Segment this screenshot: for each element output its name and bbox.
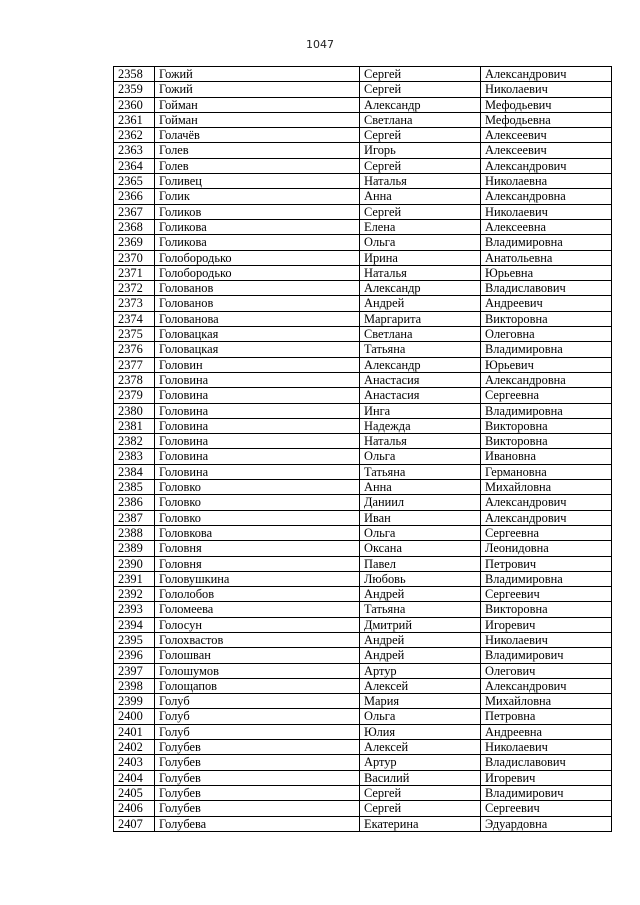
row-number-cell: 2406: [114, 801, 155, 816]
patronymic-cell: Сергеевна: [481, 388, 612, 403]
surname-cell: Головина: [155, 449, 360, 464]
row-number-cell: 2367: [114, 204, 155, 219]
row-number-cell: 2375: [114, 327, 155, 342]
row-number-cell: 2394: [114, 617, 155, 632]
row-number-cell: 2402: [114, 740, 155, 755]
table-row: [114, 495, 612, 510]
table-row: [114, 388, 612, 403]
first-name-cell: Елена: [360, 219, 481, 234]
table-row: [114, 204, 612, 219]
row-number-cell: 2405: [114, 785, 155, 800]
first-name-cell: Иван: [360, 510, 481, 525]
table-row: [114, 464, 612, 479]
row-number-cell: 2387: [114, 510, 155, 525]
patronymic-cell: Алексеевич: [481, 143, 612, 158]
surname-cell: Голощапов: [155, 678, 360, 693]
table-row: [114, 801, 612, 816]
surname-cell: Голуб: [155, 724, 360, 739]
row-number-cell: 2372: [114, 281, 155, 296]
patronymic-cell: Анатольевна: [481, 250, 612, 265]
table-row: [114, 755, 612, 770]
patronymic-cell: Сергеевич: [481, 587, 612, 602]
first-name-cell: Анастасия: [360, 388, 481, 403]
table-row: [114, 480, 612, 495]
row-number-cell: 2399: [114, 694, 155, 709]
patronymic-cell: Юрьевич: [481, 357, 612, 372]
first-name-cell: Юлия: [360, 724, 481, 739]
table-row: [114, 97, 612, 112]
patronymic-cell: Мефодьевна: [481, 112, 612, 127]
table-row: [114, 648, 612, 663]
table-row: [114, 342, 612, 357]
roster-table-body: [114, 67, 612, 832]
row-number-cell: 2370: [114, 250, 155, 265]
patronymic-cell: Петрович: [481, 556, 612, 571]
table-row: [114, 128, 612, 143]
table-row: [114, 785, 612, 800]
first-name-cell: Алексей: [360, 678, 481, 693]
table-row: [114, 403, 612, 418]
first-name-cell: Маргарита: [360, 311, 481, 326]
first-name-cell: Василий: [360, 770, 481, 785]
first-name-cell: Мария: [360, 694, 481, 709]
first-name-cell: Андрей: [360, 296, 481, 311]
table-row: [114, 311, 612, 326]
row-number-cell: 2385: [114, 480, 155, 495]
first-name-cell: Александр: [360, 97, 481, 112]
patronymic-cell: Петровна: [481, 709, 612, 724]
patronymic-cell: Олеговна: [481, 327, 612, 342]
first-name-cell: Артур: [360, 755, 481, 770]
surname-cell: Гойман: [155, 112, 360, 127]
row-number-cell: 2396: [114, 648, 155, 663]
surname-cell: Голованов: [155, 296, 360, 311]
surname-cell: Головкова: [155, 525, 360, 540]
table-row: [114, 67, 612, 82]
patronymic-cell: Олегович: [481, 663, 612, 678]
table-row: [114, 434, 612, 449]
table-row: [114, 663, 612, 678]
surname-cell: Голубев: [155, 770, 360, 785]
table-row: [114, 510, 612, 525]
first-name-cell: Игорь: [360, 143, 481, 158]
surname-cell: Голивец: [155, 174, 360, 189]
patronymic-cell: Владимировна: [481, 571, 612, 586]
table-row: [114, 357, 612, 372]
row-number-cell: 2379: [114, 388, 155, 403]
table-row: [114, 632, 612, 647]
table-row: [114, 678, 612, 693]
patronymic-cell: Игоревич: [481, 617, 612, 632]
surname-cell: Гололобов: [155, 587, 360, 602]
row-number-cell: 2395: [114, 632, 155, 647]
first-name-cell: Павел: [360, 556, 481, 571]
first-name-cell: Сергей: [360, 82, 481, 97]
table-row: [114, 265, 612, 280]
surname-cell: Голик: [155, 189, 360, 204]
row-number-cell: 2386: [114, 495, 155, 510]
patronymic-cell: Викторовна: [481, 311, 612, 326]
table-row: [114, 189, 612, 204]
table-row: [114, 449, 612, 464]
patronymic-cell: Игоревич: [481, 770, 612, 785]
surname-cell: Голобородько: [155, 265, 360, 280]
surname-cell: Голубев: [155, 785, 360, 800]
row-number-cell: 2365: [114, 174, 155, 189]
table-row: [114, 281, 612, 296]
surname-cell: Голикова: [155, 219, 360, 234]
surname-cell: Голосун: [155, 617, 360, 632]
surname-cell: Голуб: [155, 694, 360, 709]
first-name-cell: Ирина: [360, 250, 481, 265]
patronymic-cell: Николаевич: [481, 632, 612, 647]
surname-cell: Головина: [155, 418, 360, 433]
row-number-cell: 2359: [114, 82, 155, 97]
first-name-cell: Андрей: [360, 632, 481, 647]
row-number-cell: 2363: [114, 143, 155, 158]
surname-cell: Голев: [155, 158, 360, 173]
patronymic-cell: Николаевна: [481, 174, 612, 189]
surname-cell: Голованов: [155, 281, 360, 296]
patronymic-cell: Германовна: [481, 464, 612, 479]
first-name-cell: Алексей: [360, 740, 481, 755]
first-name-cell: Ольга: [360, 449, 481, 464]
first-name-cell: Дмитрий: [360, 617, 481, 632]
row-number-cell: 2393: [114, 602, 155, 617]
table-row: [114, 816, 612, 831]
surname-cell: Гожий: [155, 67, 360, 82]
first-name-cell: Наталья: [360, 174, 481, 189]
surname-cell: Голомеева: [155, 602, 360, 617]
patronymic-cell: Эдуардовна: [481, 816, 612, 831]
row-number-cell: 2400: [114, 709, 155, 724]
first-name-cell: Андрей: [360, 648, 481, 663]
surname-cell: Голобородько: [155, 250, 360, 265]
first-name-cell: Оксана: [360, 541, 481, 556]
patronymic-cell: Владимировна: [481, 403, 612, 418]
row-number-cell: 2377: [114, 357, 155, 372]
row-number-cell: 2376: [114, 342, 155, 357]
patronymic-cell: Алексеевна: [481, 219, 612, 234]
patronymic-cell: Сергеевич: [481, 801, 612, 816]
patronymic-cell: Андреевич: [481, 296, 612, 311]
row-number-cell: 2389: [114, 541, 155, 556]
table-row: [114, 571, 612, 586]
surname-cell: Головко: [155, 495, 360, 510]
surname-cell: Голуб: [155, 709, 360, 724]
first-name-cell: Инга: [360, 403, 481, 418]
row-number-cell: 2392: [114, 587, 155, 602]
surname-cell: Головко: [155, 480, 360, 495]
table-row: [114, 709, 612, 724]
patronymic-cell: Александрович: [481, 678, 612, 693]
patronymic-cell: Александровна: [481, 372, 612, 387]
row-number-cell: 2371: [114, 265, 155, 280]
surname-cell: Голубев: [155, 755, 360, 770]
patronymic-cell: Викторовна: [481, 434, 612, 449]
surname-cell: Голошумов: [155, 663, 360, 678]
first-name-cell: Сергей: [360, 128, 481, 143]
row-number-cell: 2358: [114, 67, 155, 82]
first-name-cell: Наталья: [360, 265, 481, 280]
patronymic-cell: Ивановна: [481, 449, 612, 464]
patronymic-cell: Владимировна: [481, 342, 612, 357]
patronymic-cell: Владиславович: [481, 281, 612, 296]
table-row: [114, 250, 612, 265]
patronymic-cell: Мефодьевич: [481, 97, 612, 112]
first-name-cell: Анна: [360, 189, 481, 204]
table-row: [114, 235, 612, 250]
table-row: [114, 158, 612, 173]
row-number-cell: 2380: [114, 403, 155, 418]
row-number-cell: 2360: [114, 97, 155, 112]
surname-cell: Голубева: [155, 816, 360, 831]
first-name-cell: Светлана: [360, 327, 481, 342]
row-number-cell: 2364: [114, 158, 155, 173]
surname-cell: Голикова: [155, 235, 360, 250]
surname-cell: Головина: [155, 434, 360, 449]
patronymic-cell: Владимирович: [481, 785, 612, 800]
surname-cell: Голиков: [155, 204, 360, 219]
patronymic-cell: Викторовна: [481, 418, 612, 433]
row-number-cell: 2381: [114, 418, 155, 433]
row-number-cell: 2382: [114, 434, 155, 449]
page-number: 1047: [306, 38, 334, 51]
table-row: [114, 418, 612, 433]
first-name-cell: Александр: [360, 281, 481, 296]
row-number-cell: 2366: [114, 189, 155, 204]
surname-cell: Головня: [155, 541, 360, 556]
patronymic-cell: Владиславович: [481, 755, 612, 770]
patronymic-cell: Михайловна: [481, 480, 612, 495]
surname-cell: Голубев: [155, 740, 360, 755]
first-name-cell: Надежда: [360, 418, 481, 433]
surname-cell: Головина: [155, 372, 360, 387]
table-row: [114, 296, 612, 311]
patronymic-cell: Владимировна: [481, 235, 612, 250]
table-row: [114, 587, 612, 602]
surname-cell: Голачёв: [155, 128, 360, 143]
first-name-cell: Александр: [360, 357, 481, 372]
row-number-cell: 2362: [114, 128, 155, 143]
row-number-cell: 2397: [114, 663, 155, 678]
surname-cell: Голошван: [155, 648, 360, 663]
row-number-cell: 2407: [114, 816, 155, 831]
surname-cell: Головня: [155, 556, 360, 571]
patronymic-cell: Николаевич: [481, 82, 612, 97]
first-name-cell: Светлана: [360, 112, 481, 127]
first-name-cell: Сергей: [360, 158, 481, 173]
surname-cell: Головина: [155, 464, 360, 479]
first-name-cell: Сергей: [360, 801, 481, 816]
table-row: [114, 724, 612, 739]
row-number-cell: 2401: [114, 724, 155, 739]
first-name-cell: Даниил: [360, 495, 481, 510]
first-name-cell: Любовь: [360, 571, 481, 586]
first-name-cell: Анастасия: [360, 372, 481, 387]
row-number-cell: 2404: [114, 770, 155, 785]
patronymic-cell: Александрович: [481, 67, 612, 82]
row-number-cell: 2388: [114, 525, 155, 540]
table-row: [114, 617, 612, 632]
first-name-cell: Сергей: [360, 67, 481, 82]
row-number-cell: 2391: [114, 571, 155, 586]
table-row: [114, 770, 612, 785]
table-row: [114, 740, 612, 755]
patronymic-cell: Александрович: [481, 158, 612, 173]
row-number-cell: 2383: [114, 449, 155, 464]
surname-cell: Голубев: [155, 801, 360, 816]
table-row: [114, 556, 612, 571]
table-row: [114, 541, 612, 556]
surname-cell: Головацкая: [155, 342, 360, 357]
row-number-cell: 2384: [114, 464, 155, 479]
table-row: [114, 372, 612, 387]
patronymic-cell: Александровна: [481, 189, 612, 204]
first-name-cell: Екатерина: [360, 816, 481, 831]
surname-cell: Головина: [155, 388, 360, 403]
first-name-cell: Татьяна: [360, 342, 481, 357]
table-row: [114, 82, 612, 97]
row-number-cell: 2390: [114, 556, 155, 571]
surname-cell: Головушкина: [155, 571, 360, 586]
patronymic-cell: Александрович: [481, 495, 612, 510]
surname-cell: Головацкая: [155, 327, 360, 342]
row-number-cell: 2361: [114, 112, 155, 127]
first-name-cell: Артур: [360, 663, 481, 678]
first-name-cell: Ольга: [360, 525, 481, 540]
row-number-cell: 2373: [114, 296, 155, 311]
patronymic-cell: Юрьевна: [481, 265, 612, 280]
patronymic-cell: Андреевна: [481, 724, 612, 739]
first-name-cell: Татьяна: [360, 464, 481, 479]
surname-cell: Гожий: [155, 82, 360, 97]
first-name-cell: Ольга: [360, 709, 481, 724]
table-row: [114, 143, 612, 158]
surname-cell: Голованова: [155, 311, 360, 326]
first-name-cell: Ольга: [360, 235, 481, 250]
first-name-cell: Татьяна: [360, 602, 481, 617]
row-number-cell: 2398: [114, 678, 155, 693]
roster-table: [113, 66, 612, 832]
table-row: [114, 694, 612, 709]
table-row: [114, 219, 612, 234]
row-number-cell: 2369: [114, 235, 155, 250]
patronymic-cell: Алексеевич: [481, 128, 612, 143]
row-number-cell: 2374: [114, 311, 155, 326]
patronymic-cell: Викторовна: [481, 602, 612, 617]
surname-cell: Головин: [155, 357, 360, 372]
row-number-cell: 2378: [114, 372, 155, 387]
patronymic-cell: Николаевич: [481, 740, 612, 755]
patronymic-cell: Леонидовна: [481, 541, 612, 556]
table-row: [114, 174, 612, 189]
table-row: [114, 327, 612, 342]
table-row: [114, 112, 612, 127]
surname-cell: Головко: [155, 510, 360, 525]
patronymic-cell: Александрович: [481, 510, 612, 525]
row-number-cell: 2403: [114, 755, 155, 770]
patronymic-cell: Михайловна: [481, 694, 612, 709]
surname-cell: Головина: [155, 403, 360, 418]
first-name-cell: Наталья: [360, 434, 481, 449]
patronymic-cell: Владимирович: [481, 648, 612, 663]
surname-cell: Голохвастов: [155, 632, 360, 647]
row-number-cell: 2368: [114, 219, 155, 234]
surname-cell: Гойман: [155, 97, 360, 112]
patronymic-cell: Николаевич: [481, 204, 612, 219]
first-name-cell: Андрей: [360, 587, 481, 602]
first-name-cell: Сергей: [360, 204, 481, 219]
first-name-cell: Сергей: [360, 785, 481, 800]
table-row: [114, 525, 612, 540]
first-name-cell: Анна: [360, 480, 481, 495]
surname-cell: Голев: [155, 143, 360, 158]
patronymic-cell: Сергеевна: [481, 525, 612, 540]
table-row: [114, 602, 612, 617]
